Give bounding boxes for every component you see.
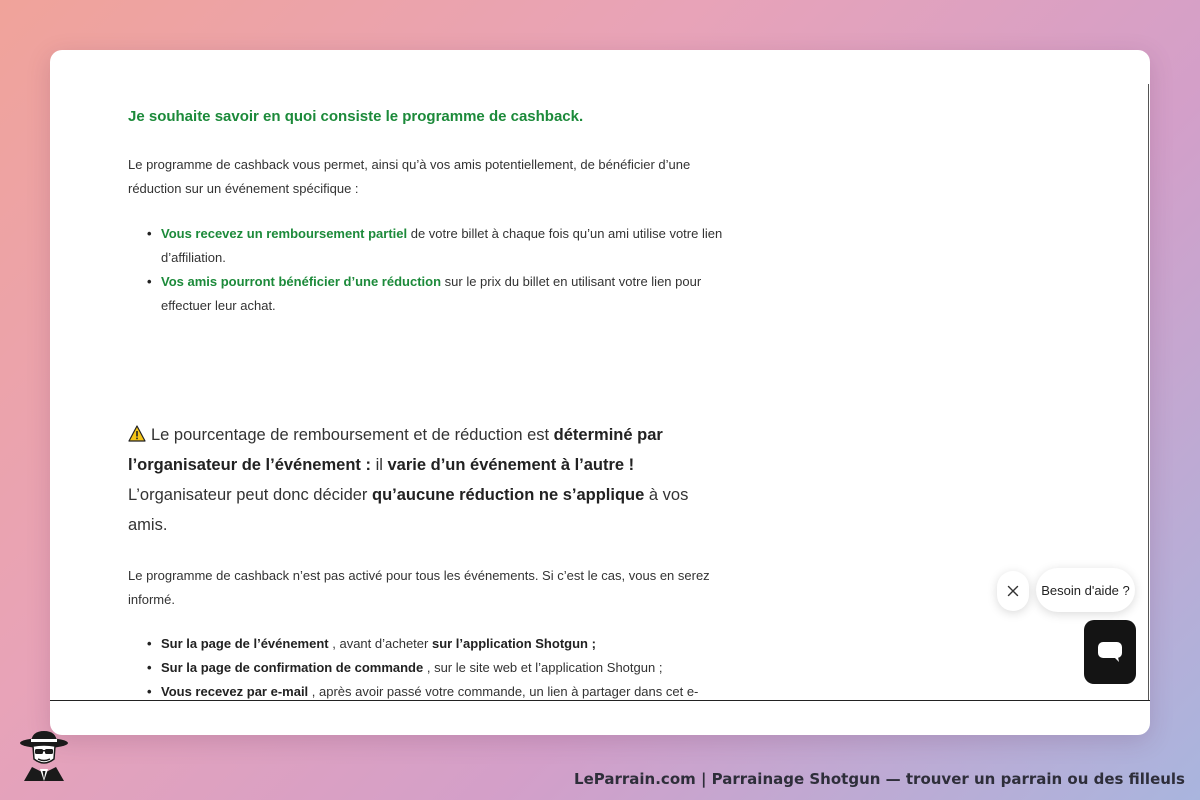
section-heading: Je souhaite savoir en quoi consiste le programme de cashback. bbox=[128, 108, 584, 125]
list-item: • Vous recevez un remboursement partiel de votre billet à chaque fois qu’un ami utilise votre lien d’affiliation. bbox=[147, 226, 723, 265]
warning-icon bbox=[128, 425, 146, 442]
footer-caption: LeParrain.com | Parrainage Shotgun — trouver un parrain ou des filleuls bbox=[574, 770, 1185, 788]
close-help-button[interactable] bbox=[997, 571, 1029, 611]
divider bbox=[50, 700, 1150, 701]
close-icon bbox=[1007, 585, 1019, 597]
list-item: • Sur la page de confirmation de commande , sur le site web et l’application Shotgun ; bbox=[147, 660, 663, 675]
activation-paragraph: Le programme de cashback n’est pas activé pour tous les événements. Si c’est le cas, vous en serez informé. bbox=[128, 568, 710, 607]
help-label: Besoin d'aide ? bbox=[1041, 582, 1130, 598]
help-bubble[interactable] bbox=[1036, 568, 1135, 612]
benefit-text: de votre billet à chaque fois qu’un ami utilise votre lien d’affiliation. bbox=[161, 226, 723, 265]
page-edge-line bbox=[1148, 84, 1149, 700]
detective-logo-icon bbox=[18, 729, 70, 783]
intro-paragraph: Le programme de cashback vous permet, ainsi qu’à vos amis potentiellement, de bénéficier d’une réduction sur un événement spécifique : bbox=[128, 157, 691, 196]
benefits-list bbox=[128, 222, 728, 318]
list-item: • Sur la page de l’événement , avant d’acheter sur l’application Shotgun ; bbox=[147, 636, 596, 651]
list-item: • Vous recevez par e-mail , après avoir passé votre commande, un lien à partager dans cet e- bbox=[147, 684, 699, 699]
warning-note: Le pourcentage de remboursement et de réduction est déterminé par l’organisateur de l’événement : il varie d’un événement à l’autre ! L’organisateur peut donc décider qu’aucune réduction ne s’applique à vos amis. bbox=[128, 426, 689, 534]
places-list bbox=[128, 632, 728, 704]
chat-bubble-icon bbox=[1097, 640, 1123, 664]
benefit-text: sur le prix du billet en utilisant votre lien pour effectuer leur achat. bbox=[161, 274, 702, 313]
benefit-bold: Vous recevez un remboursement partiel bbox=[161, 226, 408, 241]
list-item: • Vos amis pourront bénéficier d’une réduction sur le prix du billet en utilisant votre lien pour effectuer leur achat. bbox=[147, 274, 702, 313]
screenshot-card bbox=[50, 50, 1150, 735]
chat-launcher-button[interactable] bbox=[1084, 620, 1136, 684]
benefit-bold: Vos amis pourront bénéficier d’une réduction bbox=[161, 274, 442, 289]
